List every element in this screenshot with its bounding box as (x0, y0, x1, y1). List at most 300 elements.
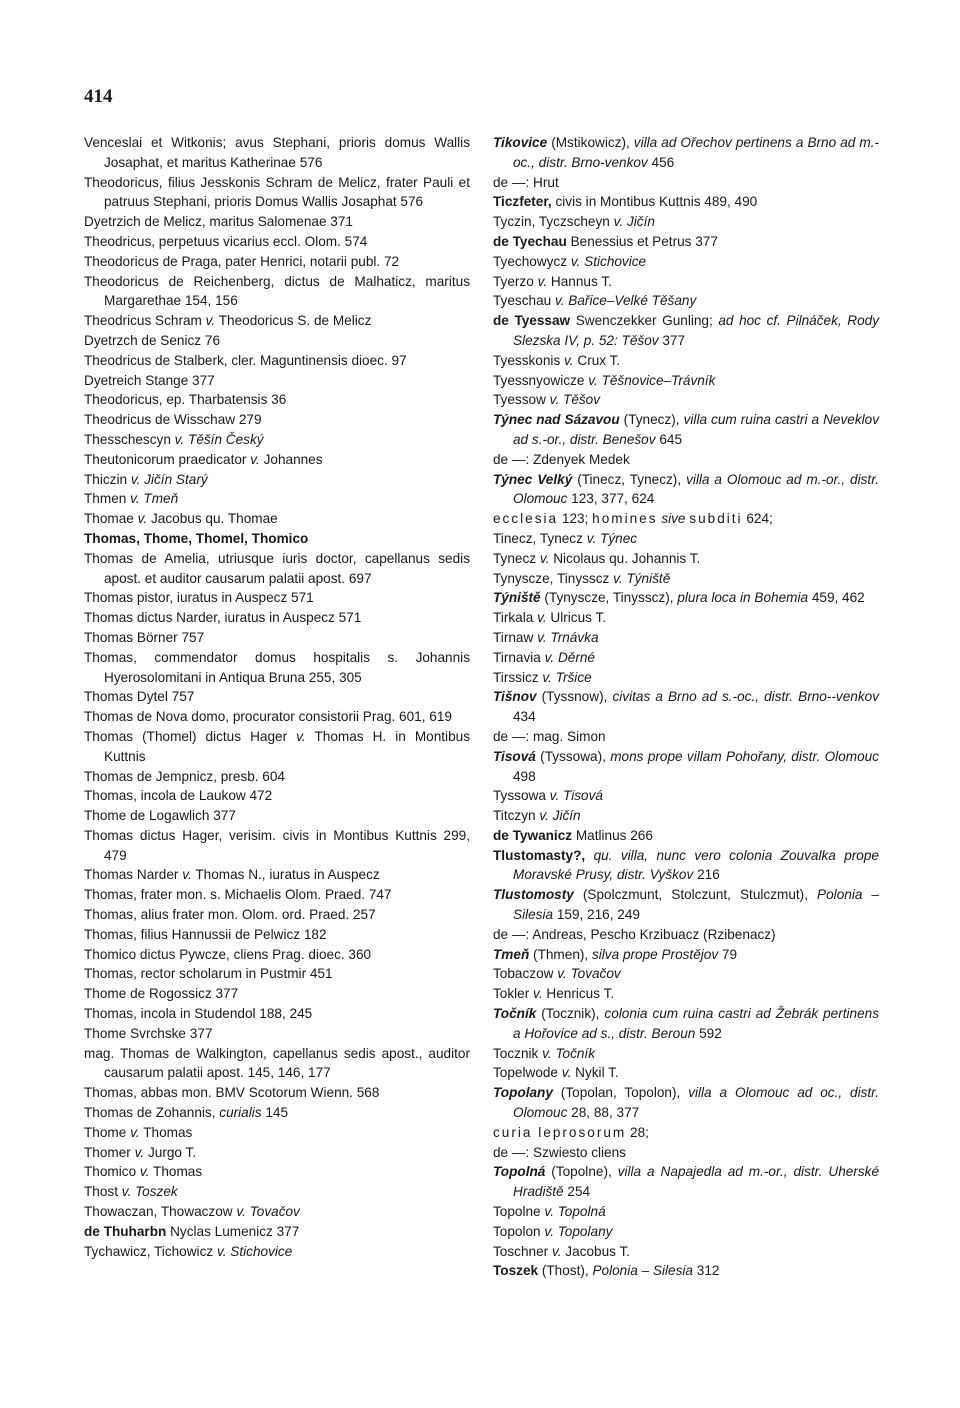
entry-segment: Thiczin (84, 471, 131, 487)
index-entry (493, 668, 879, 688)
index-entry (493, 192, 879, 212)
entry-segment: Tychawicz, Tichowicz (84, 1243, 217, 1259)
index-entry (84, 648, 470, 688)
entry-segment: Dyetrzch de Senicz 76 (84, 332, 221, 348)
index-entry (493, 410, 879, 450)
entry-segment: Toszek (493, 1263, 539, 1279)
entry-segment: v. (551, 1243, 562, 1259)
index-entry (493, 252, 879, 272)
entry-segment: v. (134, 1144, 145, 1160)
index-entry (493, 826, 879, 846)
entry-segment: de Tywanicz (493, 827, 573, 843)
index-entry (84, 1123, 470, 1143)
index-entry (84, 786, 470, 806)
entry-segment: plura loca in Bohemia (677, 590, 809, 606)
entry-segment: Jurgo T. (144, 1144, 197, 1160)
entry-segment: Tyeschau (493, 293, 555, 309)
entry-segment: Jacobus qu. Thomae (147, 511, 278, 527)
entry-segment: 159, 216, 249 (553, 907, 640, 923)
entry-segment: Titczyn (493, 808, 540, 824)
index-entry (493, 509, 879, 529)
entry-segment: 79 (718, 946, 738, 962)
entry-segment: 459, 462 (808, 590, 865, 606)
index-entry (84, 390, 470, 410)
entry-segment: Thomas, abbas mon. BMV Scotorum Wienn. 568 (84, 1085, 380, 1101)
entry-segment: v. Jičín Starý (130, 471, 208, 487)
index-entry (493, 291, 879, 311)
index-entry (493, 687, 879, 727)
entry-segment: Tlustomasty?, (493, 847, 586, 863)
entry-segment: Swenczekker Gunling; (570, 313, 719, 329)
entry-segment: ecclesia (493, 511, 559, 527)
entry-segment: curialis (219, 1105, 262, 1121)
entry-segment: qu. villa, nunc vero colonia Zouvalka prope Moravské Prusy, distr. Vyškov (513, 847, 879, 883)
entry-segment: Týnec nad Sázavou (493, 412, 620, 428)
index-entry (84, 806, 470, 826)
index-entry (493, 1202, 879, 1222)
entry-segment: Thomas, Thome, Thomel, Thomico (84, 530, 309, 546)
entry-segment: Polonia – Silesia (513, 887, 880, 923)
index-entry (84, 1083, 470, 1103)
entry-segment: v. (137, 511, 148, 527)
entry-segment: v. Těšov (549, 392, 601, 408)
entry-segment: Nykil T. (571, 1065, 619, 1081)
entry-segment: Jacobus T. (561, 1243, 631, 1259)
index-entry (493, 1044, 879, 1064)
entry-segment: mons prope villam Pohořany, distr. Olomouc (610, 748, 879, 764)
index-entry (84, 450, 470, 470)
entry-segment: (Topolan, Topolon), (552, 1085, 689, 1101)
entry-segment: Thomas dictus Narder, iuratus in Auspecz 571 (84, 610, 362, 626)
entry-segment: v. Toszek (121, 1184, 178, 1200)
index-entry (84, 925, 470, 945)
entry-segment: (Thmen), (529, 946, 592, 962)
index-entry (84, 509, 470, 529)
entry-segment: Thomas de Zohannis, (84, 1105, 220, 1121)
entry-segment: 312 (692, 1263, 720, 1279)
index-entry (84, 272, 470, 312)
left-index-column (84, 133, 470, 1261)
index-entry (493, 232, 879, 252)
entry-segment: Topolná (493, 1164, 546, 1180)
index-entry (84, 1182, 470, 1202)
entry-segment: Tyssowa (493, 788, 550, 804)
index-entry (84, 767, 470, 787)
index-entry (493, 1261, 879, 1281)
entry-segment: Thomer (84, 1144, 135, 1160)
entry-segment: Theodoricus de Praga, pater Henrici, notarii publ. 72 (84, 253, 400, 269)
entry-segment: Thomas, filius Hannussii de Pelwicz 182 (84, 926, 327, 942)
entry-segment: Thomas Dytel 757 (84, 689, 195, 705)
entry-segment: Thomas, frater mon. s. Michaelis Olom. Praed. 747 (84, 887, 392, 903)
entry-segment: (Tocznik), (536, 1006, 605, 1022)
entry-segment: de —: mag. Simon (493, 728, 606, 744)
entry-segment: Benessius et Petrus 377 (566, 233, 718, 249)
index-entry (84, 410, 470, 430)
entry-segment: Theutonicorum praedicator (84, 451, 251, 467)
index-entry (84, 1044, 470, 1084)
page-number: 414 (84, 86, 113, 107)
index-entry (84, 628, 470, 648)
index-entry (493, 806, 879, 826)
index-entry (493, 1083, 879, 1123)
index-entry (84, 232, 470, 252)
entry-segment: civitas a Brno ad s.-oc., distr. Brno--venkov (612, 689, 879, 705)
entry-segment: v. Trnávka (537, 629, 599, 645)
entry-segment: Theodoricus S. de Melicz (215, 313, 372, 329)
entry-segment: Toschner (493, 1243, 552, 1259)
entry-segment: Johannes (259, 451, 323, 467)
entry-segment: de —: Zdenyek Medek (493, 451, 630, 467)
entry-segment: Tyczin, Tyczscheyn (493, 214, 614, 230)
index-entry (84, 707, 470, 727)
entry-segment: Theodricus de Stalberk, cler. Maguntinensis dioec. 97 (84, 352, 407, 368)
index-entry (84, 1162, 470, 1182)
index-entry (84, 430, 470, 450)
index-entry (493, 1222, 879, 1242)
index-entry (84, 1242, 470, 1262)
entry-segment: v. Těšín Český (174, 431, 264, 447)
entry-segment: 28, 88, 377 (567, 1105, 640, 1121)
entry-segment: Thomas pistor, iuratus in Auspecz 571 (84, 590, 314, 606)
entry-segment: 377 (658, 332, 686, 348)
entry-segment: Nyclas Lumenicz 377 (166, 1223, 300, 1239)
entry-segment: Thome de Rogossicz 377 (84, 986, 239, 1002)
entry-segment: Tocznik (493, 1045, 543, 1061)
entry-segment: v. (564, 352, 574, 368)
entry-segment: villa a Napajedla ad m.-or., distr. Uherské Hradiště (513, 1164, 879, 1200)
entry-segment: v. Topolany (544, 1223, 613, 1239)
index-entry (84, 905, 470, 925)
entry-segment: v. Týnec (586, 530, 638, 546)
entry-segment: v. Stichovice (216, 1243, 293, 1259)
entry-segment: 254 (563, 1184, 591, 1200)
entry-segment: Crux T. (573, 352, 621, 368)
index-entry (493, 727, 879, 747)
index-entry (84, 885, 470, 905)
index-entry (84, 173, 470, 213)
index-entry (84, 588, 470, 608)
entry-segment: v. Topolná (544, 1204, 606, 1220)
entry-segment: v. Těšnovice–Trávník (588, 372, 716, 388)
index-entry (84, 1103, 470, 1123)
index-entry (84, 252, 470, 272)
index-entry (493, 390, 879, 410)
entry-segment: sive (661, 511, 686, 527)
entry-segment: Thomico (84, 1164, 140, 1180)
entry-segment: Tisová (493, 748, 536, 764)
entry-segment: 645 (655, 431, 683, 447)
index-entry (493, 569, 879, 589)
index-entry (84, 549, 470, 589)
entry-segment: Theodricus de Wisschaw 279 (84, 412, 262, 428)
entry-segment: Tobaczow (493, 966, 558, 982)
entry-segment: villa a Olomouc ad oc., distr. Olomouc (513, 1085, 879, 1121)
entry-segment: villa cum ruina castri a Neveklov ad s.-or., distr. Benešov (513, 412, 879, 447)
entry-segment: v. Týniště (613, 570, 671, 586)
entry-segment: Tikovice (493, 135, 548, 150)
entry-segment: 123, 377, 624 (567, 491, 655, 507)
entry-segment: Thomae (84, 511, 138, 527)
index-entry (493, 747, 879, 787)
entry-segment: Tynecz (493, 550, 540, 566)
entry-segment: Týnec Velký (493, 471, 573, 487)
entry-segment: Matlinus 266 (572, 827, 653, 843)
entry-segment: Ticzfeter, (493, 194, 552, 210)
index-entry (493, 945, 879, 965)
entry-segment: 123; (558, 511, 593, 527)
entry-segment: v. (296, 728, 306, 744)
index-entry (84, 212, 470, 232)
entry-segment: Thomas de Nova domo, procurator consistorii Prag. 601, 619 (84, 709, 452, 725)
entry-segment: Hannus T. (547, 273, 612, 289)
index-entry (84, 133, 470, 173)
index-entry (493, 351, 879, 371)
entry-segment: homines (592, 511, 658, 527)
entry-segment: v. (182, 867, 192, 883)
entry-segment: (Tynyscze, Tinysscz), (540, 590, 678, 606)
index-entry (493, 1123, 879, 1143)
entry-segment: Thomico dictus Pywcze, cliens Prag. dioec. 360 (84, 946, 372, 962)
index-entry (84, 1024, 470, 1044)
entry-segment: Tirssicz (493, 669, 543, 685)
entry-segment: Thomas de Amelia, utriusque iuris doctor, capellanus sedis apost. et auditor causarum palatii apost. 697 (84, 550, 470, 586)
index-entry (493, 964, 879, 984)
entry-segment: Thome (84, 1124, 131, 1140)
entry-segment: Točník (493, 1006, 537, 1022)
entry-segment: colonia cum ruina castri ad Žebrák pertinens a Hořovice ad s., distr. Beroun (513, 1006, 879, 1041)
index-entry (493, 1162, 879, 1202)
entry-segment: Tyerzo (493, 273, 538, 289)
entry-segment: Topolany (493, 1085, 553, 1101)
entry-segment: Thomas, incola in Studendol 188, 245 (84, 1006, 313, 1022)
entry-segment: silva prope Prostějov (591, 946, 719, 962)
entry-segment: Týniště (493, 590, 541, 606)
entry-segment: Thmen (84, 491, 131, 507)
entry-segment: de Tyessaw (493, 313, 571, 329)
entry-segment: Nicolaus qu. Johannis T. (549, 550, 701, 566)
entry-segment: Thomas, incola de Laukow 472 (84, 788, 273, 804)
entry-segment: Tirnavia (493, 649, 545, 665)
entry-segment: 216 (693, 867, 720, 883)
index-entry (84, 687, 470, 707)
index-entry (493, 371, 879, 391)
index-entry (84, 331, 470, 351)
entry-segment: v. Stichovice (570, 253, 647, 269)
entry-segment: v. Točník (542, 1045, 595, 1061)
entry-segment: Thomas N., iuratus in Auspecz (191, 867, 380, 883)
entry-segment: de —: Hrut (493, 174, 559, 190)
entry-segment: Tišnov (493, 689, 537, 705)
entry-segment: v. Tmeň (130, 491, 179, 507)
entry-segment: Theodricus, perpetuus vicarius eccl. Olom. 574 (84, 233, 368, 249)
index-entry (493, 608, 879, 628)
index-entry (84, 351, 470, 371)
entry-segment: Thowaczan, Thowaczow (84, 1204, 237, 1220)
entry-segment: v. (561, 1065, 572, 1081)
index-entry (493, 984, 879, 1004)
index-entry (84, 529, 470, 549)
entry-segment: (Tyssnow), (536, 689, 613, 705)
index-entry (84, 865, 470, 885)
entry-segment: Tyessow (493, 392, 550, 408)
index-entry (84, 727, 470, 767)
entry-segment: Henricus T. (542, 986, 615, 1002)
index-entry (493, 885, 879, 925)
entry-segment: Dyetreich Stange 377 (84, 372, 215, 388)
entry-segment: v. Tovačov (236, 1204, 300, 1220)
entry-segment: de Tyechau (493, 233, 567, 249)
index-entry (493, 1004, 879, 1044)
entry-segment: v. (539, 550, 550, 566)
entry-segment: Tlustomosty (493, 887, 574, 903)
entry-segment: Thomas de Jempnicz, presb. 604 (84, 768, 285, 784)
index-entry (493, 470, 879, 510)
index-entry (84, 826, 470, 866)
index-entry (493, 925, 879, 945)
entry-segment: 456 (647, 154, 675, 170)
index-entry (493, 786, 879, 806)
entry-segment: de Thuharbn (84, 1223, 167, 1239)
entry-segment: Tinecz, Tynecz (493, 530, 587, 546)
entry-segment: 592 (695, 1025, 722, 1041)
entry-segment: (Tynecz), (619, 412, 684, 428)
entry-segment: Thome de Logawlich 377 (84, 808, 236, 824)
index-entry (84, 1143, 470, 1163)
entry-segment: de —: Szwiesto cliens (493, 1144, 626, 1160)
index-entry (84, 1222, 470, 1242)
index-entry (493, 1063, 879, 1083)
entry-segment: civis in Montibus Kuttnis 489, 490 (551, 194, 758, 210)
index-entry (84, 489, 470, 509)
entry-segment: Theodoricus, filius Jesskonis Schram de Melicz, frater Pauli et patruus Stephani, prioris Domus Wallis Josaphat 576 (84, 174, 470, 210)
entry-segment: Ulricus T. (546, 610, 607, 626)
entry-segment: (Thost), (538, 1263, 593, 1279)
index-entry (493, 588, 879, 608)
entry-segment: (Spolczmunt, Stolczunt, Stulczmut), (573, 887, 818, 903)
entry-segment: Thesschescyn (84, 431, 175, 447)
entry-segment (585, 848, 593, 863)
entry-segment: v. (537, 610, 547, 626)
index-entry (493, 1143, 879, 1163)
index-entry (493, 450, 879, 470)
entry-segment: (Tinecz, Tynecz), (572, 471, 687, 487)
index-entry (84, 1202, 470, 1222)
index-entry (493, 133, 879, 173)
entry-segment: Tokler (493, 986, 534, 1002)
entry-segment: mag. Thomas de Walkington, capellanus sedis apost., auditor causarum palatii apost. 145, 146, 177 (84, 1045, 470, 1081)
index-entry (493, 173, 879, 193)
entry-segment: villa ad Ořechov pertinens a Brno ad m.-oc., distr. Brno-venkov (513, 135, 879, 170)
entry-segment: 434 (513, 709, 536, 725)
entry-segment: v. Bařice–Velké Těšany (554, 293, 697, 309)
entry-segment: Theodoricus, ep. Tharbatensis 36 (84, 392, 287, 408)
right-index-column (493, 133, 879, 1281)
index-entry (493, 1242, 879, 1262)
entry-segment: Tynyscze, Tinysscz (493, 570, 614, 586)
entry-segment: v. (533, 986, 543, 1002)
entry-segment: Tirkala (493, 610, 538, 626)
entry-segment: 145 (261, 1105, 289, 1121)
entry-segment: v. Jičín (613, 214, 655, 230)
entry-segment: Thost (84, 1184, 122, 1200)
entry-segment: Thome Svrchske 377 (84, 1025, 213, 1041)
entry-segment: (Topolne), (545, 1164, 618, 1180)
entry-segment: v. Tisová (549, 788, 603, 804)
entry-segment: Tyessnyowicze (493, 372, 589, 388)
index-entry (84, 608, 470, 628)
entry-segment: Tyesskonis (493, 352, 565, 368)
entry-segment: 28; (626, 1124, 649, 1140)
entry-segment: Tirnaw (493, 629, 538, 645)
entry-segment: ad hoc cf. Pilnáček, Rody Slezska IV, p. 52: Těšov (513, 313, 879, 348)
entry-segment: de —: Andreas, Pescho Krzibuacz (Rzibenacz) (493, 926, 776, 942)
entry-segment: 498 (513, 768, 536, 784)
entry-segment: v. (205, 313, 216, 329)
entry-segment: Venceslai et Witkonis; avus Stephani, prioris domus Wallis Josaphat, et maritus Katherinae 576 (84, 135, 470, 170)
entry-segment: villa a Olomouc ad m.-or., distr. Olomouc (513, 471, 879, 507)
entry-segment: v. Děrné (544, 649, 595, 665)
entry-segment: Theodoricus de Reichenberg, dictus de Malhaticz, maritus Margarethae 154, 156 (84, 273, 470, 309)
index-entry (84, 311, 470, 331)
entry-segment: (Mstikowicz), (547, 135, 634, 150)
entry-segment: Topelwode (493, 1065, 562, 1081)
entry-segment: v. Jičín (539, 808, 581, 824)
entry-segment: v. (139, 1164, 150, 1180)
index-entry (84, 964, 470, 984)
index-entry (84, 984, 470, 1004)
entry-segment: v. (537, 273, 548, 289)
entry-segment: curia leprosorum (493, 1124, 627, 1140)
index-entry (84, 371, 470, 391)
entry-segment: Topolon (493, 1223, 545, 1239)
index-entry (493, 549, 879, 569)
entry-segment: v. (250, 451, 260, 467)
entry-segment: v. Tršice (542, 669, 592, 685)
entry-segment: Theodricus Schram (84, 313, 206, 329)
entry-segment: Thomas dictus Hager, verisim. civis in Montibus Kuttnis 299, 479 (84, 827, 470, 863)
entry-segment: Tyechowycz (493, 253, 571, 269)
index-entry (493, 311, 879, 351)
entry-segment: Thomas, alius frater mon. Olom. ord. Praed. 257 (84, 907, 376, 923)
entry-segment: Polonia – Silesia (592, 1263, 693, 1279)
index-entry (84, 1004, 470, 1024)
index-entry (493, 272, 879, 292)
index-entry (493, 212, 879, 232)
entry-segment: v. Tovačov (557, 966, 621, 982)
entry-segment: Thomas (Thomel) dictus Hager (84, 728, 297, 744)
entry-segment: Thomas Börner 757 (84, 629, 205, 645)
entry-segment: Thomas (149, 1164, 203, 1180)
index-entry (493, 628, 879, 648)
entry-segment: Thomas, commendator domus hospitalis s. Johannis Hyerosolomitani in Antiqua Bruna 255, 305 (84, 649, 470, 685)
entry-segment: 624; (742, 511, 773, 527)
entry-segment: subditi (689, 511, 743, 527)
entry-segment: Topolne (493, 1204, 545, 1220)
entry-segment: Tmeň (493, 946, 530, 962)
index-entry (493, 529, 879, 549)
entry-segment: Thomas, rector scholarum in Pustmir 451 (84, 966, 333, 982)
entry-segment: Thomas (139, 1124, 193, 1140)
index-entry (493, 648, 879, 668)
entry-segment: (Tyssowa), (535, 748, 611, 764)
entry-segment: v. (130, 1124, 140, 1140)
index-entry (84, 945, 470, 965)
index-entry (493, 846, 879, 886)
index-entry (84, 470, 470, 490)
entry-segment: Thomas Narder (84, 867, 183, 883)
entry-segment: Thomas H. in Montibus Kuttnis (104, 728, 470, 764)
